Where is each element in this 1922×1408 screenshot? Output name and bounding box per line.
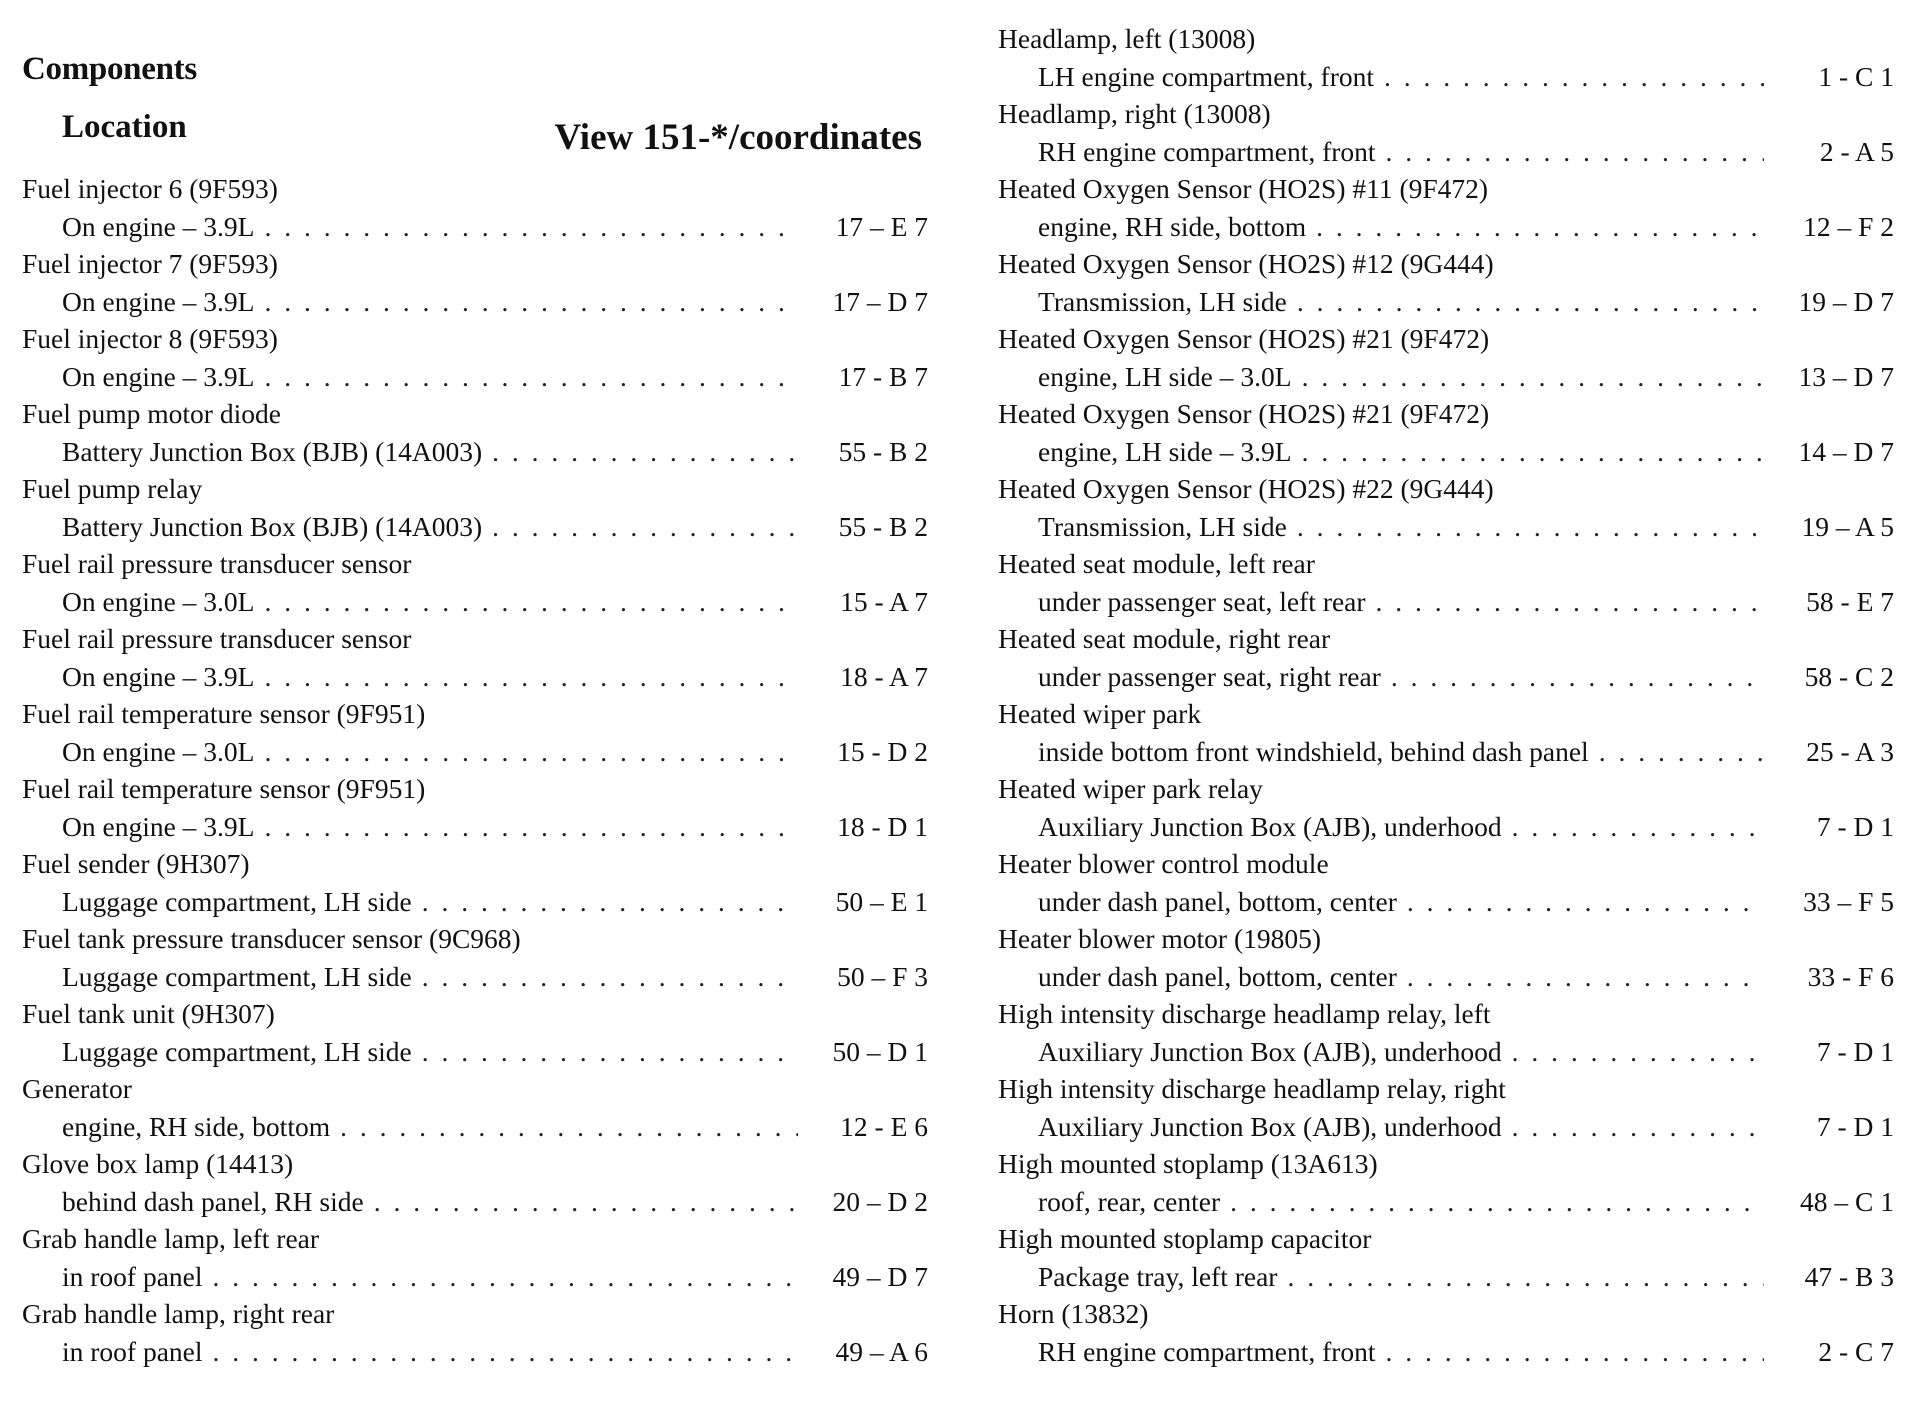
component-location-line xyxy=(998,1258,1894,1296)
component-location-line xyxy=(998,1108,1894,1146)
component-name-line xyxy=(998,995,1894,1033)
component-name: Heated Oxygen Sensor (HO2S) #11 (9F472) xyxy=(998,173,1489,204)
component-location-line xyxy=(998,733,1894,771)
view-coordinate: 17 – E 7 xyxy=(835,210,928,242)
component-location-line xyxy=(22,283,928,321)
component-name-line xyxy=(22,1220,928,1258)
view-coordinate: 48 – C 1 xyxy=(1800,1185,1894,1217)
view-coordinate: 15 - D 2 xyxy=(837,735,928,767)
view-coordinate: 33 – F 5 xyxy=(1803,885,1894,917)
component-name-line xyxy=(998,395,1894,433)
component-location-line xyxy=(998,58,1894,96)
component-name-line xyxy=(998,1145,1894,1183)
component-name-line xyxy=(22,245,928,283)
component-name-line xyxy=(998,620,1894,658)
component-name-line xyxy=(998,770,1894,808)
component-name: Headlamp, right (13008) xyxy=(998,98,1271,129)
component-location-line xyxy=(998,283,1894,321)
component-name: Horn (13832) xyxy=(998,1298,1149,1329)
view-coordinate: 17 - B 7 xyxy=(838,360,928,392)
component-name-line xyxy=(998,920,1894,958)
component-name-line xyxy=(22,1145,928,1183)
view-coordinate: 2 - A 5 xyxy=(1819,135,1894,167)
component-location: engine, LH side – 3.9L xyxy=(1038,435,1292,467)
component-location-line xyxy=(998,658,1894,696)
component-name: Grab handle lamp, right rear xyxy=(22,1298,335,1329)
component-location-line xyxy=(22,1258,928,1296)
dot-leader xyxy=(340,1108,798,1146)
component-name-line xyxy=(22,545,928,583)
component-location: On engine – 3.0L xyxy=(62,735,255,767)
component-name: Fuel tank unit (9H307) xyxy=(22,998,275,1029)
dot-leader xyxy=(1599,733,1764,771)
dot-leader xyxy=(1512,1033,1764,1071)
component-location: RH engine compartment, front xyxy=(1038,1335,1376,1367)
component-location: under dash panel, bottom, center xyxy=(1038,885,1397,917)
component-location-line xyxy=(998,1183,1894,1221)
component-name: Generator xyxy=(22,1073,132,1104)
dot-leader xyxy=(1316,208,1764,246)
location-column-heading: Location xyxy=(62,109,187,145)
dot-leader xyxy=(1386,1333,1764,1371)
component-location-line xyxy=(22,1108,928,1146)
view-coordinates-heading: View 151-*/coordinates xyxy=(554,117,922,158)
component-name: Heated Oxygen Sensor (HO2S) #21 (9F472) xyxy=(998,398,1490,429)
component-name-line xyxy=(22,620,928,658)
dot-leader xyxy=(1302,358,1764,396)
view-coordinate: 1 - C 1 xyxy=(1818,60,1894,92)
component-name: Heater blower motor (19805) xyxy=(998,923,1322,954)
dot-leader xyxy=(1297,283,1764,321)
component-location: Luggage compartment, LH side xyxy=(62,885,412,917)
component-name: Fuel rail temperature sensor (9F951) xyxy=(22,698,426,729)
component-location-line xyxy=(998,958,1894,996)
dot-leader xyxy=(1391,658,1764,696)
component-location: Luggage compartment, LH side xyxy=(62,1035,412,1067)
component-location: LH engine compartment, front xyxy=(1038,60,1375,92)
component-location-line xyxy=(22,508,928,546)
view-coordinate: 12 – F 2 xyxy=(1803,210,1894,242)
component-location-line xyxy=(998,883,1894,921)
dot-leader xyxy=(264,808,798,846)
view-coordinate: 55 - B 2 xyxy=(838,435,928,467)
dot-leader xyxy=(1407,958,1764,996)
dot-leader xyxy=(1297,508,1764,546)
view-coordinate: 50 – D 1 xyxy=(832,1035,928,1067)
component-name-line xyxy=(22,170,928,208)
component-location-line xyxy=(22,433,928,471)
dot-leader xyxy=(264,208,798,246)
view-coordinate: 55 - B 2 xyxy=(838,510,928,542)
view-coordinate: 17 – D 7 xyxy=(832,285,928,317)
component-name-line xyxy=(22,695,928,733)
component-location-line xyxy=(22,808,928,846)
component-name: High mounted stoplamp (13A613) xyxy=(998,1148,1378,1179)
component-name: Fuel pump relay xyxy=(22,473,203,504)
view-coordinate: 18 - A 7 xyxy=(840,660,928,692)
component-name: Fuel tank pressure transducer sensor (9C968) xyxy=(22,923,521,954)
component-location: under dash panel, bottom, center xyxy=(1038,960,1397,992)
component-name-line xyxy=(22,395,928,433)
view-coordinate: 12 - E 6 xyxy=(840,1110,928,1142)
component-name: High intensity discharge headlamp relay, right xyxy=(998,1073,1506,1104)
dot-leader xyxy=(422,958,798,996)
component-location-line xyxy=(998,208,1894,246)
component-location-line xyxy=(22,1333,928,1371)
component-location: behind dash panel, RH side xyxy=(62,1185,364,1217)
dot-leader xyxy=(213,1258,798,1296)
component-name: Fuel injector 7 (9F593) xyxy=(22,248,278,279)
dot-leader xyxy=(422,883,798,921)
component-name-line xyxy=(998,1070,1894,1108)
dot-leader xyxy=(1407,883,1764,921)
view-coordinate: 7 - D 1 xyxy=(1816,1110,1894,1142)
dot-leader xyxy=(422,1033,798,1071)
view-coordinate: 33 - F 6 xyxy=(1807,960,1894,992)
left-index-column xyxy=(22,170,928,1370)
component-location-line xyxy=(998,133,1894,171)
component-name-line xyxy=(998,95,1894,133)
component-location-line xyxy=(22,208,928,246)
component-name-line xyxy=(998,245,1894,283)
component-location-line xyxy=(22,658,928,696)
component-name: Fuel sender (9H307) xyxy=(22,848,250,879)
component-location-line xyxy=(998,583,1894,621)
view-coordinate: 58 - C 2 xyxy=(1804,660,1894,692)
view-coordinate: 50 – E 1 xyxy=(835,885,928,917)
dot-leader xyxy=(264,733,798,771)
view-coordinate: 49 – D 7 xyxy=(832,1260,928,1292)
view-coordinate: 15 - A 7 xyxy=(840,585,928,617)
dot-leader xyxy=(1384,58,1764,96)
component-name: Heated wiper park xyxy=(998,698,1202,729)
view-coordinate: 47 - B 3 xyxy=(1804,1260,1894,1292)
component-name: Heater blower control module xyxy=(998,848,1329,879)
component-location: Auxiliary Junction Box (AJB), underhood xyxy=(1038,810,1502,842)
component-location-line xyxy=(998,358,1894,396)
component-name-line xyxy=(22,770,928,808)
component-location: On engine – 3.0L xyxy=(62,585,255,617)
component-name: Fuel pump motor diode xyxy=(22,398,281,429)
view-coordinate: 25 - A 3 xyxy=(1806,735,1894,767)
view-coordinate: 13 – D 7 xyxy=(1798,360,1894,392)
component-location: engine, RH side, bottom xyxy=(1038,210,1307,242)
component-location-line xyxy=(998,1333,1894,1371)
component-name-line xyxy=(22,845,928,883)
dot-leader xyxy=(1287,1258,1764,1296)
component-name-line xyxy=(998,1220,1894,1258)
component-location-line xyxy=(22,1183,928,1221)
component-location: Battery Junction Box (BJB) (14A003) xyxy=(62,510,483,542)
view-coordinate: 7 - D 1 xyxy=(1816,810,1894,842)
component-location: On engine – 3.9L xyxy=(62,285,255,317)
component-location: in roof panel xyxy=(62,1260,203,1292)
component-name: Headlamp, left (13008) xyxy=(998,23,1256,54)
view-coordinate: 58 - E 7 xyxy=(1806,585,1894,617)
component-location-line xyxy=(22,883,928,921)
dot-leader xyxy=(264,283,798,321)
component-name-line xyxy=(998,20,1894,58)
component-name: Glove box lamp (14413) xyxy=(22,1148,294,1179)
view-coordinate: 7 - D 1 xyxy=(1816,1035,1894,1067)
component-name-line xyxy=(998,545,1894,583)
dot-leader xyxy=(492,508,798,546)
component-location: engine, LH side – 3.0L xyxy=(1038,360,1292,392)
component-location-line xyxy=(998,808,1894,846)
component-name-line xyxy=(22,470,928,508)
component-location: Auxiliary Junction Box (AJB), underhood xyxy=(1038,1110,1502,1142)
component-name-line xyxy=(22,920,928,958)
page-title: Components xyxy=(22,51,197,87)
component-location: On engine – 3.9L xyxy=(62,810,255,842)
dot-leader xyxy=(1376,583,1764,621)
right-index-column xyxy=(998,20,1894,1370)
dot-leader xyxy=(213,1333,798,1371)
component-location: Auxiliary Junction Box (AJB), underhood xyxy=(1038,1035,1502,1067)
component-location-line xyxy=(998,1033,1894,1071)
component-name: Heated Oxygen Sensor (HO2S) #21 (9F472) xyxy=(998,323,1490,354)
dot-leader xyxy=(1230,1183,1764,1221)
view-coordinate: 49 – A 6 xyxy=(835,1335,928,1367)
component-name-line xyxy=(998,695,1894,733)
component-name-line xyxy=(998,845,1894,883)
view-coordinate: 19 – A 5 xyxy=(1801,510,1894,542)
view-coordinate: 14 – D 7 xyxy=(1798,435,1894,467)
dot-leader xyxy=(374,1183,798,1221)
component-location: Transmission, LH side xyxy=(1038,510,1287,542)
component-location: On engine – 3.9L xyxy=(62,210,255,242)
component-name: Fuel injector 6 (9F593) xyxy=(22,173,278,204)
component-name-line xyxy=(998,320,1894,358)
view-coordinate: 19 – D 7 xyxy=(1798,285,1894,317)
component-name: Heated Oxygen Sensor (HO2S) #12 (9G444) xyxy=(998,248,1494,279)
component-name-line xyxy=(22,995,928,1033)
dot-leader xyxy=(492,433,798,471)
component-location-line xyxy=(22,958,928,996)
component-name-line xyxy=(998,1295,1894,1333)
component-name-line xyxy=(22,1295,928,1333)
view-coordinate: 50 – F 3 xyxy=(837,960,928,992)
component-name: Heated wiper park relay xyxy=(998,773,1263,804)
component-name: Heated seat module, right rear xyxy=(998,623,1331,654)
component-location: RH engine compartment, front xyxy=(1038,135,1376,167)
view-coordinate: 2 - C 7 xyxy=(1818,1335,1894,1367)
component-name: Fuel rail pressure transducer sensor xyxy=(22,623,412,654)
dot-leader xyxy=(264,358,798,396)
dot-leader xyxy=(1302,433,1764,471)
component-name: High mounted stoplamp capacitor xyxy=(998,1223,1372,1254)
component-location-line xyxy=(22,583,928,621)
dot-leader xyxy=(1386,133,1764,171)
component-location-line xyxy=(22,358,928,396)
component-location: Package tray, left rear xyxy=(1038,1260,1278,1292)
component-name: Heated seat module, left rear xyxy=(998,548,1315,579)
dot-leader xyxy=(1512,1108,1764,1146)
component-location-line xyxy=(998,433,1894,471)
view-coordinate: 20 – D 2 xyxy=(832,1185,928,1217)
dot-leader xyxy=(1512,808,1764,846)
component-name: High intensity discharge headlamp relay, left xyxy=(998,998,1491,1029)
component-name: Fuel rail temperature sensor (9F951) xyxy=(22,773,426,804)
component-name-line xyxy=(22,1070,928,1108)
component-location-line xyxy=(998,508,1894,546)
component-location: On engine – 3.9L xyxy=(62,660,255,692)
dot-leader xyxy=(264,658,798,696)
dot-leader xyxy=(264,583,798,621)
component-location: Battery Junction Box (BJB) (14A003) xyxy=(62,435,483,467)
view-coordinate: 18 - D 1 xyxy=(837,810,928,842)
component-name-line xyxy=(22,320,928,358)
component-location: under passenger seat, right rear xyxy=(1038,660,1381,692)
component-location: On engine – 3.9L xyxy=(62,360,255,392)
component-name: Heated Oxygen Sensor (HO2S) #22 (9G444) xyxy=(998,473,1494,504)
component-name-line xyxy=(998,470,1894,508)
component-name: Grab handle lamp, left rear xyxy=(22,1223,320,1254)
component-location-line xyxy=(22,1033,928,1071)
component-location: in roof panel xyxy=(62,1335,203,1367)
component-location: Transmission, LH side xyxy=(1038,285,1287,317)
component-name: Fuel injector 8 (9F593) xyxy=(22,323,278,354)
component-name: Fuel rail pressure transducer sensor xyxy=(22,548,412,579)
component-name-line xyxy=(998,170,1894,208)
component-location: under passenger seat, left rear xyxy=(1038,585,1366,617)
component-location: engine, RH side, bottom xyxy=(62,1110,331,1142)
component-location: roof, rear, center xyxy=(1038,1185,1221,1217)
component-location: Luggage compartment, LH side xyxy=(62,960,412,992)
component-location-line xyxy=(22,733,928,771)
component-location: inside bottom front windshield, behind dash panel xyxy=(1038,735,1589,767)
